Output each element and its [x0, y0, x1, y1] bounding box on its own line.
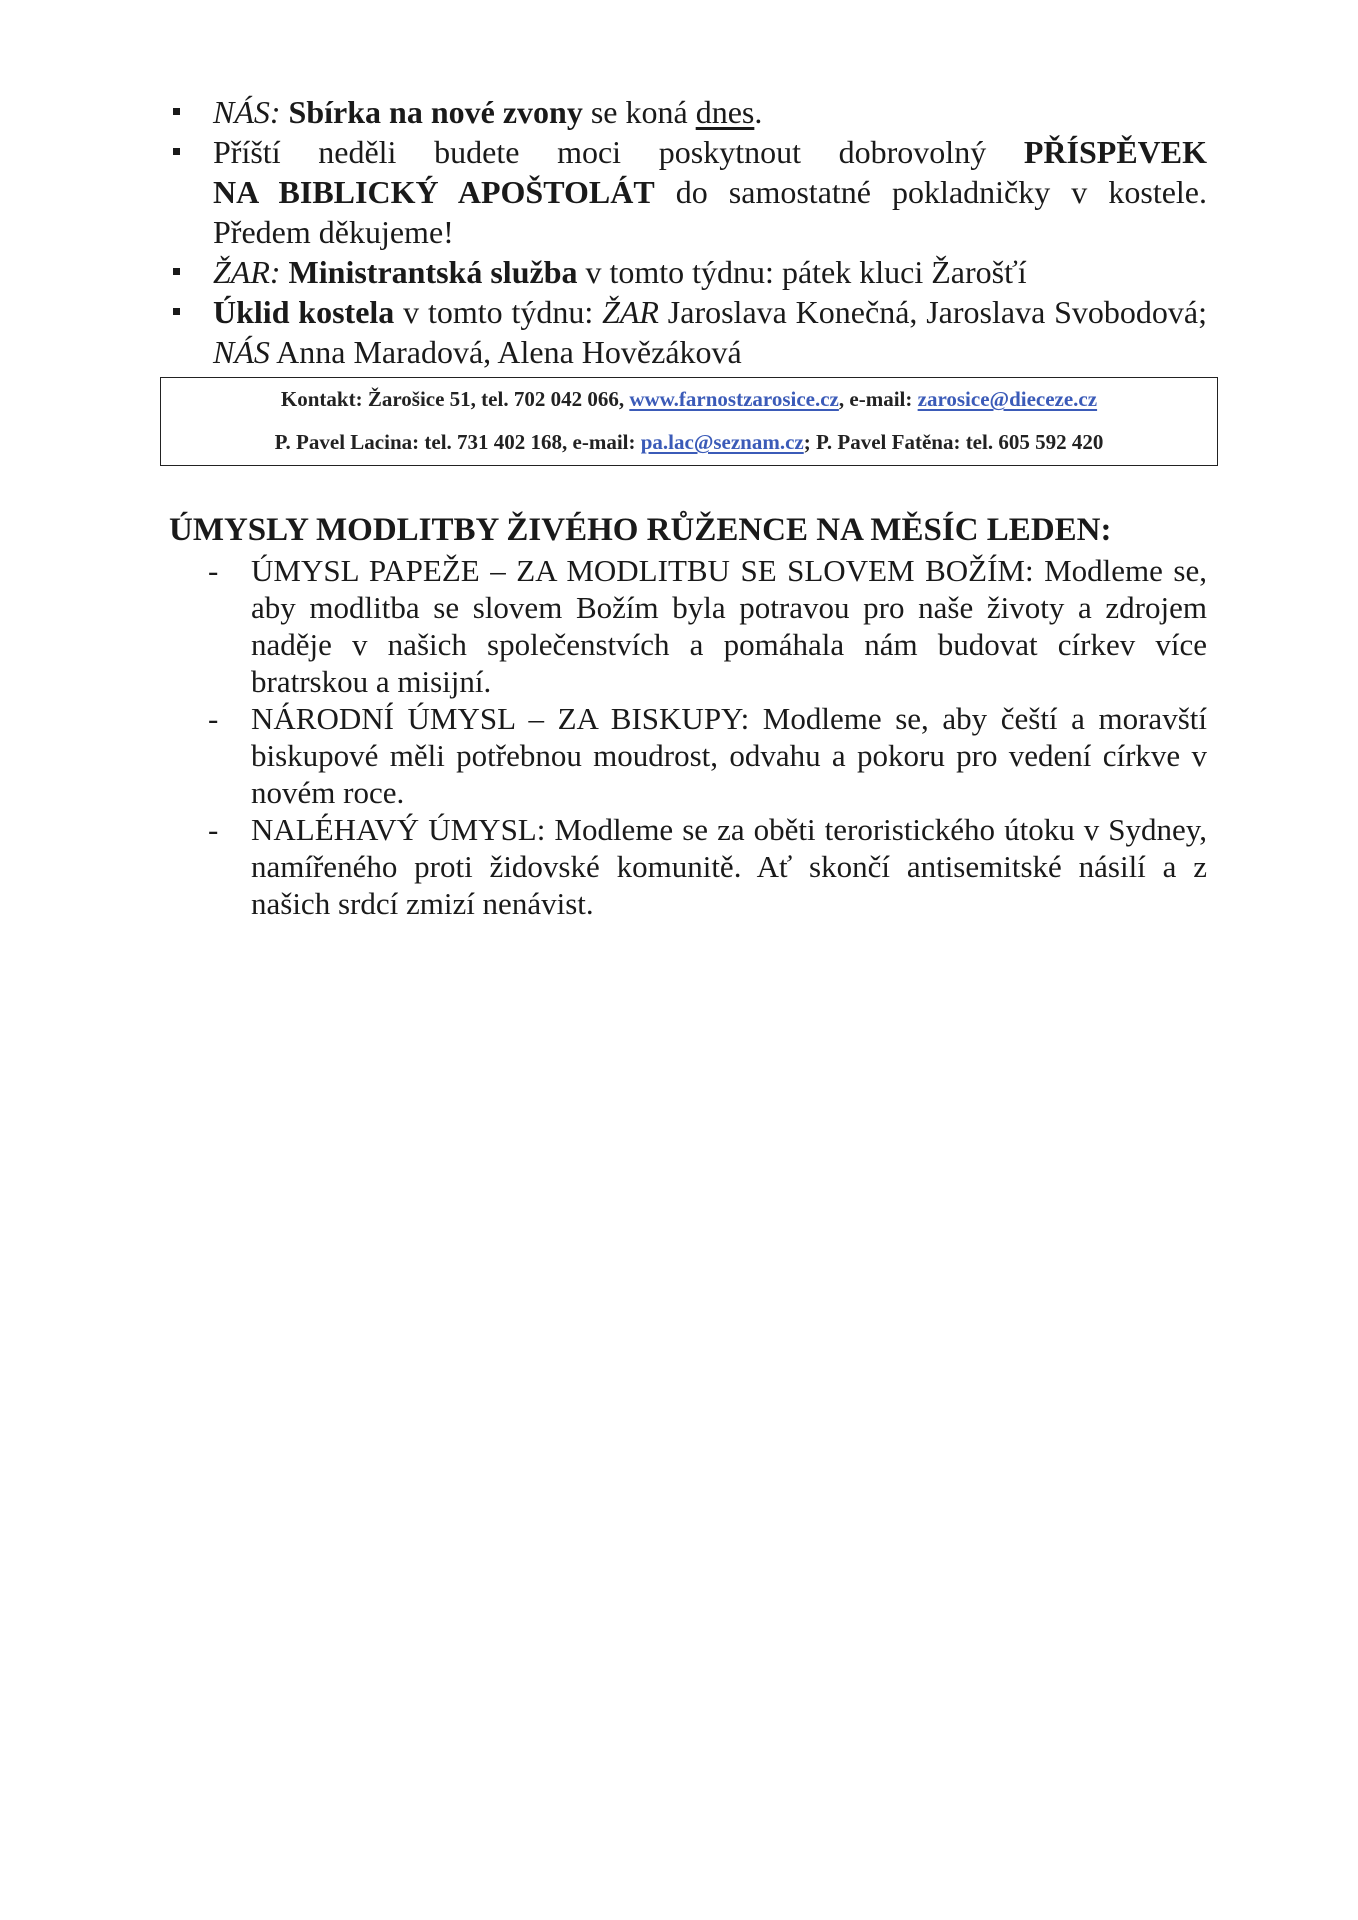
announcement-bold: Sbírka na nové zvony — [288, 94, 583, 130]
contact-text: ; P. Pavel Fatěna: tel. 605 592 420 — [803, 430, 1104, 454]
place-label: NÁS — [213, 334, 270, 370]
intention-item — [204, 811, 1207, 922]
announcement-end: . — [754, 94, 763, 130]
contact-line — [161, 430, 1217, 455]
intention-text: NÁRODNÍ ÚMYSL – ZA BISKUPY: Modleme se, aby čeští a moravští biskupové měli potřebnou moudrost, odvahu a pokoru pro vedení církve v novém roce. — [251, 701, 1207, 810]
bullet-icon — [173, 108, 180, 115]
contact-line — [161, 387, 1217, 412]
dash-marker: - — [208, 553, 219, 588]
announcement-text: Příští neděli budete moci poskytnout dobrovolný — [213, 134, 1024, 170]
announcement-altar-service — [167, 252, 1207, 292]
announcement-text: do samostatné pokladničky v kostele. — [654, 174, 1208, 210]
intention-item — [204, 552, 1207, 700]
announcement-cleaning — [167, 292, 1207, 372]
announcement-collection — [167, 92, 1207, 132]
place-label: ŽAR — [602, 294, 659, 330]
contact-text: Kontakt: Žarošice 51, tel. 702 042 066, — [280, 387, 630, 411]
announcement-line — [213, 132, 1207, 172]
contact-text: , e-mail: — [838, 387, 918, 411]
contact-text: P. Pavel Lacina: tel. 731 402 168, e-mail: — [274, 430, 641, 454]
announcement-underlined: dnes — [695, 94, 755, 130]
announcement-text: v tomto týdnu: pátek kluci Žarošťí — [577, 254, 1027, 290]
announcement-line — [213, 292, 1207, 332]
announcement-contribution — [167, 132, 1207, 252]
place-label: ŽAR: — [213, 254, 281, 290]
website-link[interactable]: www.farnostzarosice.cz — [629, 387, 839, 411]
announcement-line: Předem děkujeme! — [213, 214, 454, 250]
announcement-text: se koná — [582, 94, 696, 130]
announcement-line — [213, 172, 1207, 212]
announcement-text: Anna Maradová, Alena Hovězáková — [269, 334, 742, 370]
announcement-list — [167, 92, 1207, 372]
intention-text: ÚMYSL PAPEŽE – ZA MODLITBU SE SLOVEM BOŽÍM: Modleme se, aby modlitba se slovem Božím byla potravou pro naše životy a zdrojem naděje v našich společenstvích a pomáhala nám budovat církev více bratrskou a misijní. — [251, 553, 1207, 699]
announcement-bold: Úklid kostela — [213, 294, 395, 330]
announcement-text: v tomto týdnu: — [394, 294, 603, 330]
announcement-bold: PŘÍSPĚVEK — [1023, 134, 1207, 170]
announcement-bold: Ministrantská služba — [288, 254, 578, 290]
intention-text: NALÉHAVÝ ÚMYSL: Modleme se za oběti teroristického útoku v Sydney, namířeného proti židovské komunitě. Ať skončí antisemitské násilí a z našich srdcí zmizí nenávist. — [251, 812, 1207, 921]
dash-marker: - — [208, 812, 219, 847]
email-link[interactable]: pa.lac@seznam.cz — [640, 430, 804, 454]
intentions-heading: ÚMYSLY MODLITBY ŽIVÉHO RŮŽENCE NA MĚSÍC LEDEN: — [169, 512, 1112, 548]
announcement-line — [213, 332, 1207, 372]
bullet-icon — [173, 268, 180, 275]
place-label: NÁS: — [213, 94, 281, 130]
announcement-text: Jaroslava Konečná, Jaroslava Svobodová; — [658, 294, 1208, 330]
email-link[interactable]: zarosice@dieceze.cz — [917, 387, 1098, 411]
bullet-icon — [173, 308, 180, 315]
intentions-list — [204, 552, 1207, 922]
announcement-bold: NA BIBLICKÝ APOŠTOLÁT — [213, 174, 655, 210]
dash-marker: - — [208, 701, 219, 736]
intention-item — [204, 700, 1207, 811]
bullet-icon — [173, 148, 180, 155]
contact-box — [160, 377, 1218, 466]
